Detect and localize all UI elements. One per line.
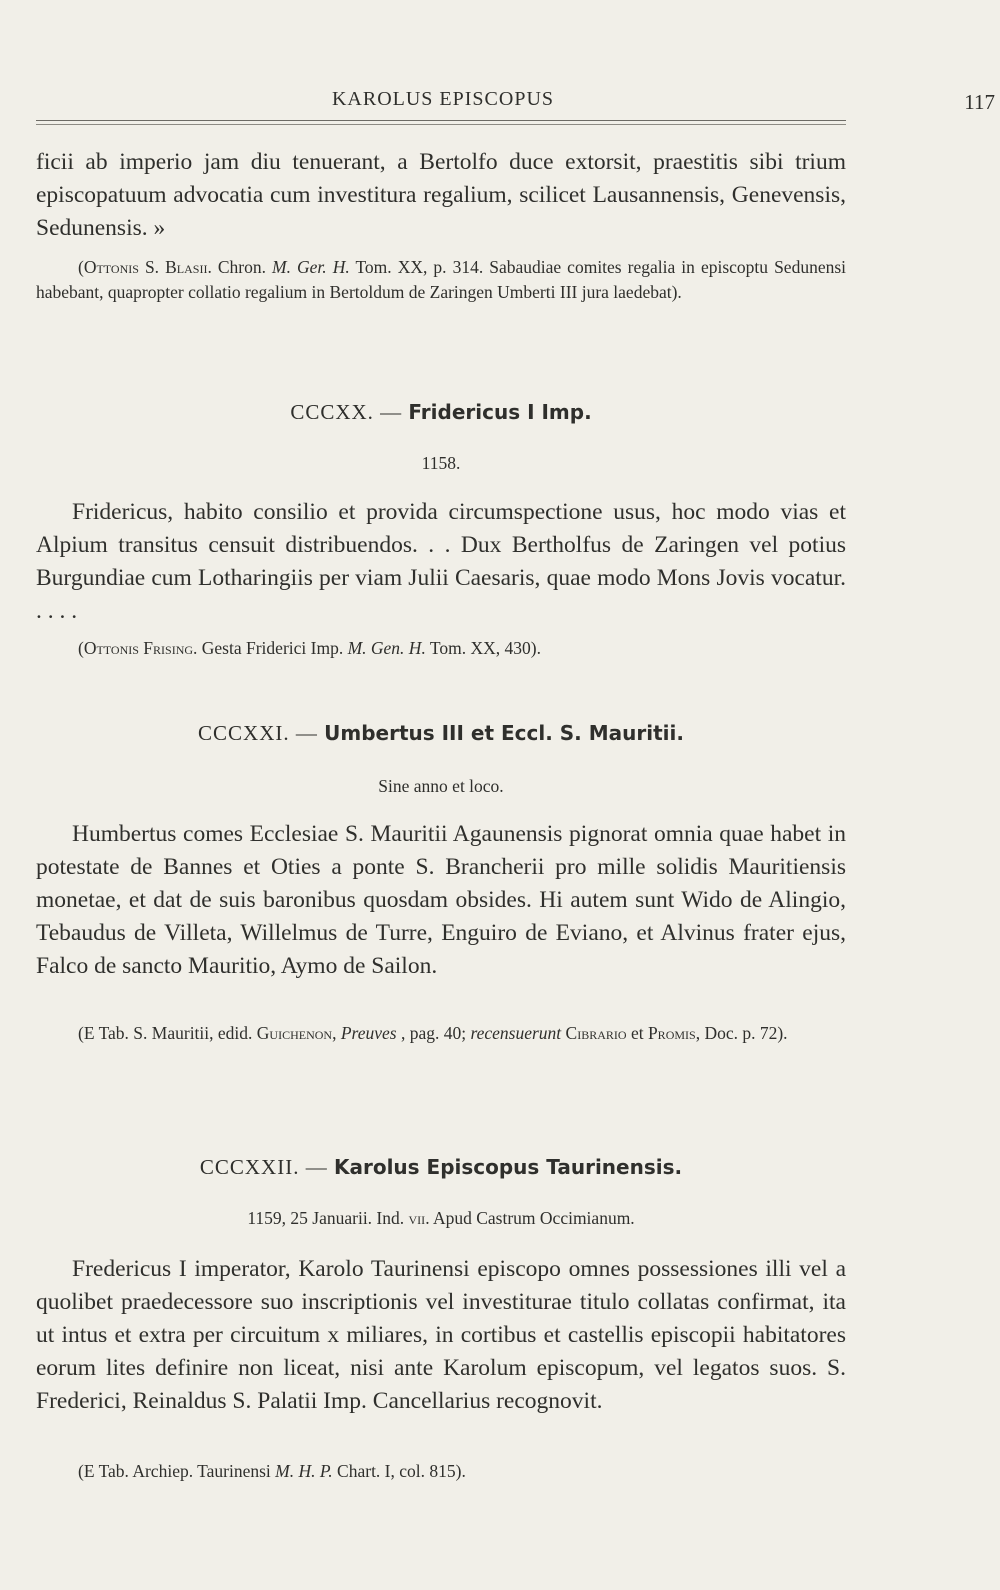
cccxxii-paragraph: Fredericus I imperator, Karolo Taurinensi episcopo omnes possessiones illi vel a quolibet praedecessore suo inscriptionis vel investiturae titulo collatas confirmat, ita ut intus et extra per circuitum x miliares, in cortibus et castellis episcopii habitatores eorum lites definire non liceat, nisi ante Karolum episcopum, vel legatos suos. S. Frederici, Reinaldus S. Palatii Imp. Cancellarius recognovit. (36, 1256, 846, 1414)
section-title: Umbertus III et Eccl. S. Mauritii. (324, 721, 684, 745)
source-series: M. H. P. (275, 1461, 333, 1481)
cccxx-block (36, 496, 846, 628)
section-date-cccxxi: Sine anno et loco. (378, 776, 504, 796)
cccxxi-source-note: (E Tab. S. Mauritii, edid. Guichenon, Preuves , pag. 40; recensuerunt Cibrario et Promis, Doc. p. 72). (78, 1023, 788, 1043)
section-heading-cccxxii: CCCXXII. — Karolus Episcopus Taurinensis. (199, 1155, 683, 1179)
source-series: M. Gen. H. (347, 638, 426, 658)
source-work: Preuves (340, 1023, 397, 1043)
page-header (36, 88, 995, 116)
section-heading-cccxxi: CCCXXI. — Umbertus III et Eccl. S. Mauritii. (198, 721, 684, 745)
cccxxii-source-block (36, 1459, 846, 1484)
intro-block (36, 146, 846, 245)
intro-source-block (36, 255, 846, 305)
source-author: Guichenon (256, 1023, 333, 1043)
source-author: Ottonis Frising (83, 638, 194, 658)
cccxxii-source-note: (E Tab. Archiep. Taurinensi M. H. P. Chart. I, col. 815). (78, 1461, 466, 1481)
section-title: Karolus Episcopus Taurinensis. (333, 1155, 683, 1179)
section-date-cccxxii: 1159, 25 Januarii. Ind. vii. Apud Castrum Occimianum. (247, 1208, 635, 1228)
cccxxi-source-block (36, 1021, 846, 1046)
source-author-3: Promis (647, 1023, 696, 1043)
cccxxi-paragraph: Humbertus comes Ecclesiae S. Mauritii Agaunensis pignorat omnia quae habet in potestate de Bannes et Oties a ponte S. Brancherii pro mille solidis Mauritiensis monetae, et dat de suis baronibus quosdam obsides. Hi autem sunt Wido de Alingio, Tebaudus de Villeta, Willelmus de Turre, Enguiro de Eviano, et Alvinus frater ejus, Falco de sancto Mauritio, Aymo de Sailon. (36, 821, 846, 979)
source-author-2: Cibrario (565, 1023, 627, 1043)
cccxxii-block (36, 1253, 846, 1418)
section-title: Fridericus I Imp. (408, 400, 592, 424)
intro-source-note: (Ottonis S. Blasii. Chron. M. Ger. H. Tom. XX, p. 314. Sabaudiae comites regalia in episcoptu Sedunensi habebant, quapropter collatio regalium in Bertoldum de Zaringen Umberti III jura laedebat). (36, 257, 847, 302)
cccxx-source-note: (Ottonis Frising. Gesta Friderici Imp. M. Gen. H. Tom. XX, 430). (78, 638, 541, 658)
cccxx-source-block (36, 636, 846, 661)
source-recensuerunt: recensuerunt (470, 1023, 562, 1043)
header-rule (36, 120, 846, 121)
intro-paragraph: ficii ab imperio jam diu tenuerant, a Bertolfo duce extorsit, praestitis sibi trium episcopatuum advocatia cum investitura regalium, scilicet Lausannensis, Genevensis, Sedunensis. » (36, 149, 846, 241)
section-heading-cccxx: CCCXX. — Fridericus I Imp. (290, 400, 592, 424)
running-title: KAROLUS EPISCOPUS (331, 88, 555, 110)
header-rule-secondary (36, 124, 846, 125)
cccxxi-block (36, 818, 846, 983)
source-author: Ottonis S. Blasii (83, 257, 208, 277)
source-series: M. Ger. H. (272, 257, 350, 277)
section-date-cccxx: 1158. (421, 453, 461, 473)
page-number: 117 (964, 90, 995, 114)
cccxx-paragraph: Fridericus, habito consilio et provida circumspectione usus, hoc modo vias et Alpium transitus censuit distribuendos. . . Dux Bertholfus de Zaringen vel potius Burgundiae cum Lotharingiis per viam Julii Caesaris, quae modo Mons Jovis vocatur. . . . . (36, 499, 846, 624)
